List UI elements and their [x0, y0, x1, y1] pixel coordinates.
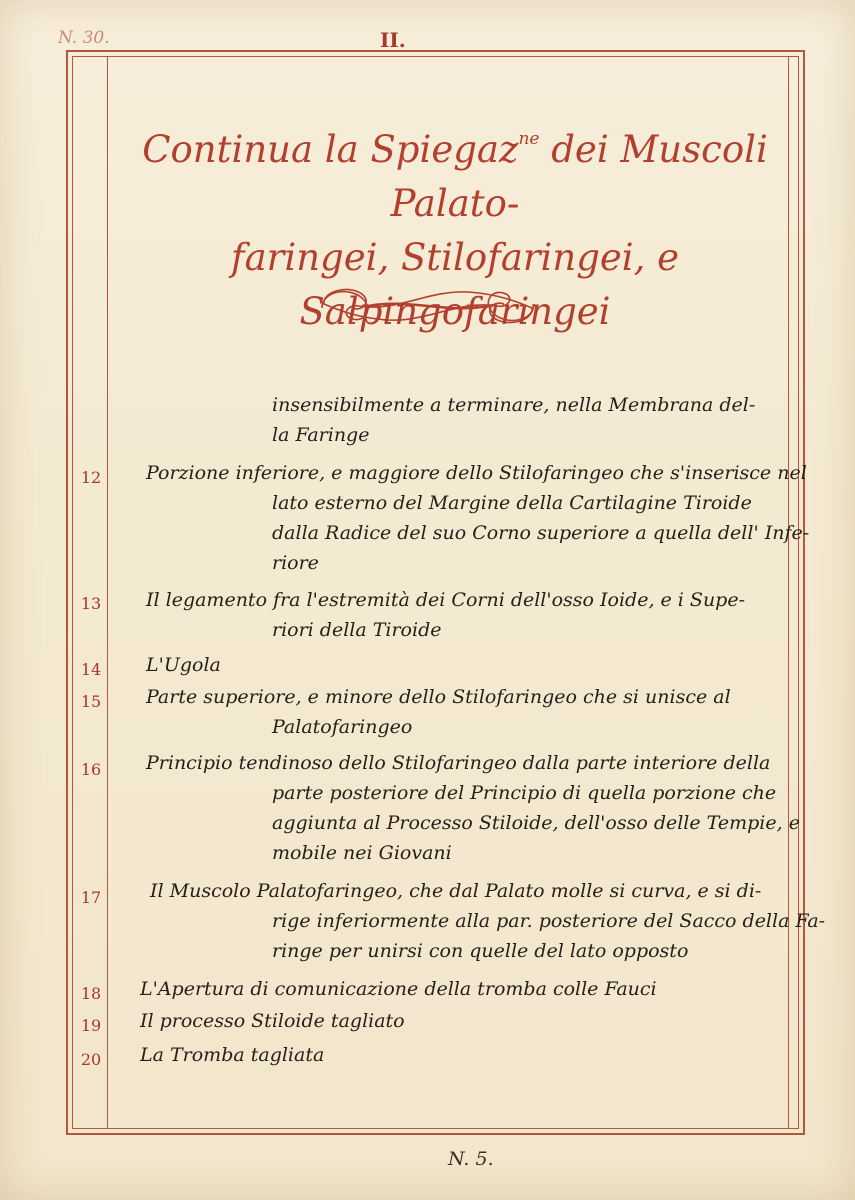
entry-line: ringe per unirsi con quelle del lato opposto	[272, 940, 689, 962]
entry-number: 14	[80, 660, 102, 679]
entry-line: insensibilmente a terminare, nella Membrana del-	[272, 394, 756, 416]
entry-line: L'Apertura di comunicazione della tromba colle Fauci	[140, 978, 657, 1000]
entry-line: La Tromba tagliata	[140, 1044, 325, 1066]
entry-number: 13	[80, 594, 102, 613]
entry-line: rige inferiormente alla par. posteriore del Sacco della Fa-	[272, 910, 826, 932]
entry-number: 15	[80, 692, 102, 711]
title-superscript: ne	[518, 129, 540, 149]
entry-number: 18	[80, 984, 102, 1003]
entry-number: 16	[80, 760, 102, 779]
entry-line: Porzione inferiore, e maggiore dello Stilofaringeo che s'inserisce nel	[146, 462, 807, 484]
entry-line: dalla Radice del suo Corno superiore a quella dell' Infe-	[272, 522, 810, 544]
corner-inventory-mark: N. 30.	[58, 28, 110, 48]
entry-line: L'Ugola	[146, 654, 221, 676]
entry-number: 12	[80, 468, 102, 487]
entry-number: 19	[80, 1016, 102, 1035]
folio-number: N. 5.	[448, 1148, 494, 1170]
entry-line: Il Muscolo Palatofaringeo, che dal Palato molle si curva, e si di-	[150, 880, 762, 902]
entry-line: parte posteriore del Principio di quella porzione che	[272, 782, 777, 804]
entry-line: lato esterno del Margine della Cartilagine Tiroide	[272, 492, 752, 514]
entry-line: mobile nei Giovani	[272, 842, 452, 864]
title-line-2: faringei, Stilofaringei, e Salpingofaringei	[230, 236, 680, 333]
entry-number: 20	[80, 1050, 102, 1069]
entry-line: riore	[272, 552, 319, 574]
entry-line: Il processo Stiloide tagliato	[140, 1010, 405, 1032]
page-number: II.	[380, 28, 406, 52]
entry-line: la Faringe	[272, 424, 370, 446]
entry-line: aggiunta al Processo Stiloide, dell'osso delle Tempie, e	[272, 812, 800, 834]
entry-line: Il legamento fra l'estremità dei Corni dell'osso Ioide, e i Supe-	[146, 589, 746, 611]
entry-line: Parte superiore, e minore dello Stilofaringeo che si unisce al	[146, 686, 731, 708]
entry-number: 17	[80, 888, 102, 907]
title-line-1-part-2: dei Muscoli Palato-	[390, 128, 768, 225]
entry-line: Palatofaringeo	[272, 716, 413, 738]
entry-line: riori della Tiroide	[272, 619, 442, 641]
title-line-1-part-1: Continua la Spiegaz	[142, 128, 519, 171]
entry-line: Principio tendinoso dello Stilofaringeo dalla parte interiore della	[146, 752, 771, 774]
